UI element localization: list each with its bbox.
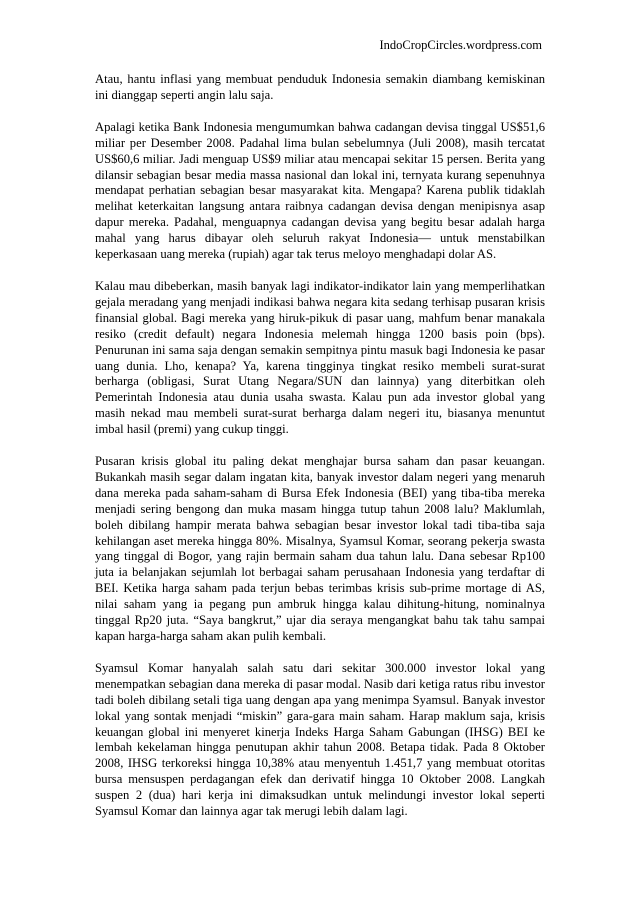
paragraph-2: Apalagi ketika Bank Indonesia mengumumkan bahwa cadangan devisa tinggal US$51,6 miliar per Desember 2008. Padahal lima bulan sebelumnya (Juli 2008), masih tercatat US$60,6 miliar. Jadi menguap US$9 miliar atau mencapai sekitar 15 persen. Berita yang dilansir sebagian besar media massa nasional dan lokal ini, ternyata kurang sepenuhnya mendapat perhatian sebagian besar masyarakat kita. Mengapa? Karena publik tidaklah melihat keterkaitan langsung antara raibnya cadangan devisa dengan menipisnya asap dapur mereka. Padahal, menguapnya cadangan devisa yang begitu besar adalah harga mahal yang harus dibayar oleh seluruh rakyat Indonesia— untuk menstabilkan keperkasaan uang mereka (rupiah) agar tak terus meloyo menghadapi dolar AS.: [95, 119, 545, 262]
paragraph-5: Syamsul Komar hanyalah salah satu dari sekitar 300.000 investor lokal yang menempatkan sebagian dana mereka di pasar modal. Nasib dari ketiga ratus ribu investor tadi boleh dibilang setali tiga uang dengan apa yang menimpa Syamsul. Banyak investor lokal yang sontak menjadi “miskin” gara-gara main saham. Harap maklum saja, krisis keuangan global ini menyeret kinerja Indeks Harga Saham Gabungan (IHSG) BEI ke lembah kekelaman hingga penutupan akhir tahun 2008. Betapa tidak. Pada 8 Oktober 2008, IHSG terkoreksi hingga 10,38% atau menyentuh 1.451,7 yang membuat otoritas bursa mensuspen perdagangan efek dan derivatif hingga 10 Oktober 2008. Langkah suspen 2 (dua) hari kerja ini dimaksudkan untuk melindungi investor lokal seperti Syamsul Komar dan lainnya agar tak merugi lebih dalam lagi.: [95, 660, 545, 819]
paragraph-3: Kalau mau dibeberkan, masih banyak lagi indikator-indikator lain yang memperlihatkan gejala meradang yang menjadi indikasi bahwa negara kita sedang terhisap pusaran krisis finansial global. Bagi mereka yang hiruk-pikuk di pasar uang, mahfum benar manakala resiko (credit default) negara Indonesia melemah hingga 1200 basis poin (bps). Penurunan ini sama saja dengan semakin sempitnya pintu masuk bagi Indonesia ke pasar uang dunia. Lho, kenapa? Ya, karena tingginya tingkat resiko membeli surat-surat berharga (obligasi, Surat Utang Negara/SUN dan lainnya) yang diterbitkan oleh Pemerintah Indonesia atau dunia usaha swasta. Kalau pun ada investor global yang masih nekad mau membeli surat-surat berharga dalam negeri itu, biasanya menuntut imbal hasil (premi) yang cukup tinggi.: [95, 278, 545, 437]
page-header-site: IndoCropCircles.wordpress.com: [379, 38, 542, 52]
paragraph-4: Pusaran krisis global itu paling dekat menghajar bursa saham dan pasar keuangan. Bukankah masih segar dalam ingatan kita, banyak investor dalam negeri yang menaruh dana mereka pada saham-saham di Bursa Efek Indonesia (BEI) yang tiba-tiba mereka menjadi sering bengong dan muka masam hingga tutup tahun 2008 lalu? Maklumlah, boleh dibilang hampir merata bahwa sebagian besar investor lokal tadi tiba-tiba saja kehilangan aset mereka hingga 80%. Misalnya, Syamsul Komar, seorang pekerja swasta yang tinggal di Bogor, yang rajin bermain saham dua tahun lalu. Dana sebesar Rp100 juta ia belanjakan sejumlah lot berbagai saham perusahaan Indonesia yang terdaftar di BEI. Ketika harga saham pada terjun bebas terimbas krisis sub-prime mortage di AS, nilai saham yang ia pegang pun ambruk hingga kalau dihitung-hitung, nominalnya tinggal Rp20 juta. “Saya bangkrut,” ujar dia seraya mengangkat bahu tak tahu sampai kapan harga-harga saham akan pulih kembali.: [95, 454, 545, 643]
paragraph-1: Atau, hantu inflasi yang membuat penduduk Indonesia semakin diambang kemiskinan ini dianggap seperti angin lalu saja.: [95, 72, 545, 102]
document-body: [95, 72, 545, 836]
